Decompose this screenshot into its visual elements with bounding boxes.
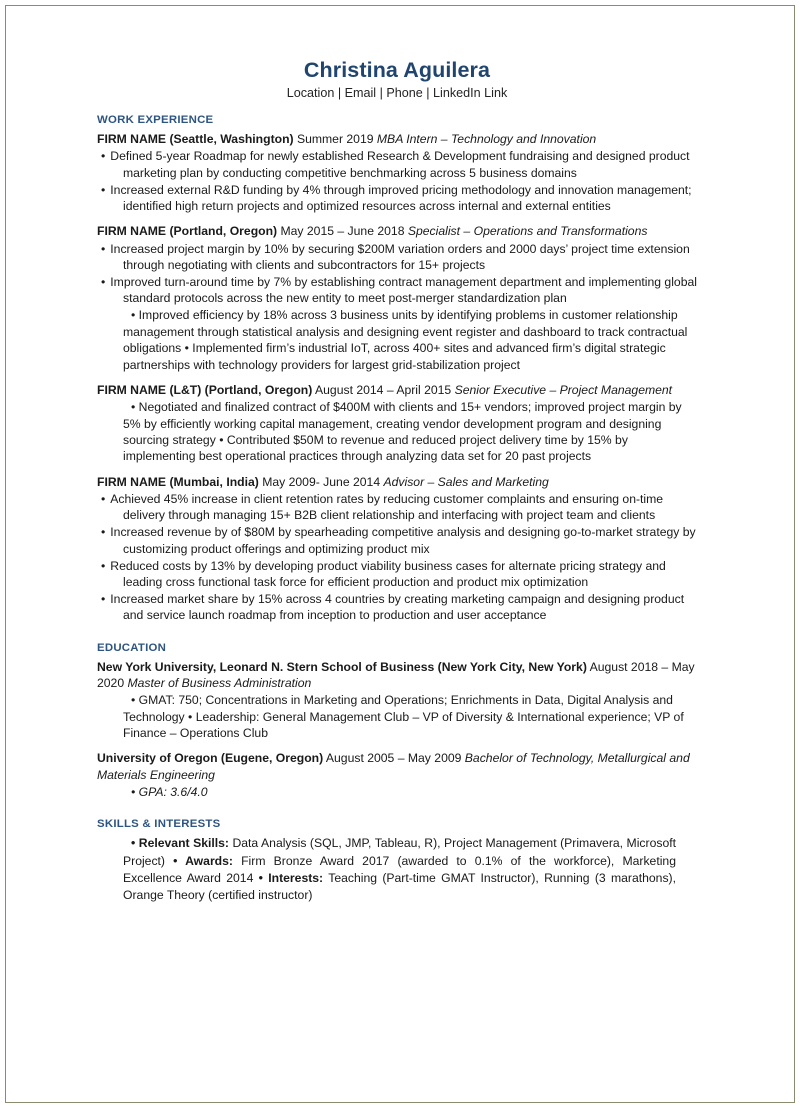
job-bullet: • Increased market share by 15% across 4 countries by creating marketing campaign and designing product and service launch roadmap from inception to production and user acceptance <box>97 591 697 624</box>
education-entry <box>97 659 697 742</box>
skills-label: • Interests: <box>258 870 324 885</box>
school-role: Bachelor of Technology, Metallurgical and Materials Engineering <box>97 751 690 782</box>
job-paragraph: • Negotiated and finalized contract of $400M with clients and 15+ vendors; improved project margin by 5% by efficiently working capital management, creating vendor development program and designing sourcing strategy • Contributed $50M to revenue and reduced project delivery time by 15% by implementing best operational practices through analyzing data set for 20 past projects <box>123 400 682 464</box>
school-entry-header <box>97 659 697 691</box>
job-role: Senior Executive – Project Management <box>454 382 673 397</box>
education-entry-list <box>97 659 697 801</box>
work-entry <box>97 131 697 214</box>
skills-text: Firm Bronze Award 2017 (awarded to 0.1% of the workforce), Marketing Excellence Award 2014 <box>123 853 676 885</box>
job-entry-header <box>97 474 697 490</box>
skills-label: • Awards: <box>173 853 233 868</box>
job-role: Specialist – Operations and Transformations <box>407 224 648 239</box>
education-detail: • GMAT: 750; Concentrations in Marketing and Operations; Enrichments in Data, Digital Analysis and Technology • Leadership: General Management Club – VP of Diversity & International experience; VP of Finance – Operations Club <box>123 693 684 740</box>
job-entry-header <box>97 223 697 239</box>
section-heading-education: EDUCATION <box>97 641 167 654</box>
job-paragraph: • Improved efficiency by 18% across 3 business units by identifying problems in customer relationship management through statistical analysis and designing event register and dashboard to track contractual obligations • Implemented firm’s industrial IoT, across 400+ sites and advanced firm’s digital strategic partnerships with technology providers for largest grid-stabilization project <box>123 308 688 372</box>
work-entry-list <box>97 131 697 624</box>
school-dates: August 2005 – May 2009 <box>323 751 465 766</box>
job-bullet: • Increased revenue by of $80M by spearheading competitive analysis and designing go-to-market strategy by customizing product offerings and optimizing product mix <box>97 524 697 557</box>
job-bullet: • Increased external R&D funding by 4% through improved pricing methodology and innovation management; identified high return projects and optimized resources across internal and external entities <box>97 182 697 215</box>
school-org: University of Oregon (Eugene, Oregon) <box>97 751 324 766</box>
education-entry <box>97 750 697 800</box>
job-bullet: • Increased project margin by 10% by securing $200M variation orders and 2000 days’ project time extension through negotiating with clients and subcontractors for 15+ projects <box>97 241 697 274</box>
job-bullet: • Reduced costs by 13% by developing product viability business cases for alternate pricing strategy and leading cross functional task force for efficient production and product mix optimization <box>97 558 697 591</box>
job-dates: May 2015 – June 2018 <box>277 224 408 239</box>
job-role: MBA Intern – Technology and Innovation <box>376 132 597 147</box>
job-org: FIRM NAME (Mumbai, India) <box>97 474 259 489</box>
job-bullet-list <box>97 148 697 214</box>
skills-text: Data Analysis (SQL, JMP, Tableau, R), Project Management (Primavera, Microsoft Project) <box>123 836 676 868</box>
school-org: New York University, Leonard N. Stern School of Business (New York City, New York) <box>97 659 587 674</box>
skills-label: • Relevant Skills: <box>131 836 229 851</box>
section-heading-skills: SKILLS & INTERESTS <box>97 818 221 831</box>
job-entry-header <box>97 382 697 398</box>
job-entry-header <box>97 131 697 147</box>
job-org: FIRM NAME (Portland, Oregon) <box>97 224 278 239</box>
job-bullet-list <box>97 491 697 624</box>
resume-content <box>97 58 697 907</box>
job-dates: Summer 2019 <box>293 132 377 147</box>
contact-line: Location | Email | Phone | LinkedIn Link <box>286 86 508 101</box>
section-heading-work: WORK EXPERIENCE <box>97 114 214 127</box>
section-skills-interests <box>97 818 697 904</box>
job-dates: August 2014 – April 2015 <box>312 382 455 397</box>
job-org: FIRM NAME (Seattle, Washington) <box>97 132 294 147</box>
job-bullet-list <box>97 241 697 307</box>
education-gpa: • GPA: 3.6/4.0 <box>131 784 208 799</box>
school-dates: August 2018 – May 2020 <box>97 659 695 690</box>
skills-text: Teaching (Part-time GMAT Instructor), Running (3 marathons), Orange Theory (certified instructor) <box>123 870 677 903</box>
job-dates: May 2009- June 2014 <box>258 474 384 489</box>
job-org: FIRM NAME (L&T) (Portland, Oregon) <box>97 382 313 397</box>
work-entry <box>97 382 697 465</box>
work-entry <box>97 474 697 624</box>
skills-paragraph <box>123 835 676 904</box>
job-bullet: • Achieved 45% increase in client retention rates by reducing customer complaints and ensuring on-time delivery through managing 15+ B2B client relationship and interfacing with project team and clients <box>97 491 697 524</box>
job-bullet: • Defined 5-year Roadmap for newly established Research & Development fundraising and designed product marketing plan by conducting competitive benchmarking across 5 business domains <box>97 148 697 181</box>
work-entry <box>97 223 697 372</box>
page-title: Christina Aguilera <box>303 58 491 82</box>
job-bullet: • Improved turn-around time by 7% by establishing contract management department and implementing global standard protocols across the new entity to meet post-merger standardization plan <box>97 274 697 307</box>
school-entry-header <box>97 750 697 782</box>
section-education <box>97 642 697 801</box>
job-role: Advisor – Sales and Marketing <box>383 474 549 489</box>
section-work-experience <box>97 114 697 624</box>
school-role: Master of Business Administration <box>127 675 312 690</box>
